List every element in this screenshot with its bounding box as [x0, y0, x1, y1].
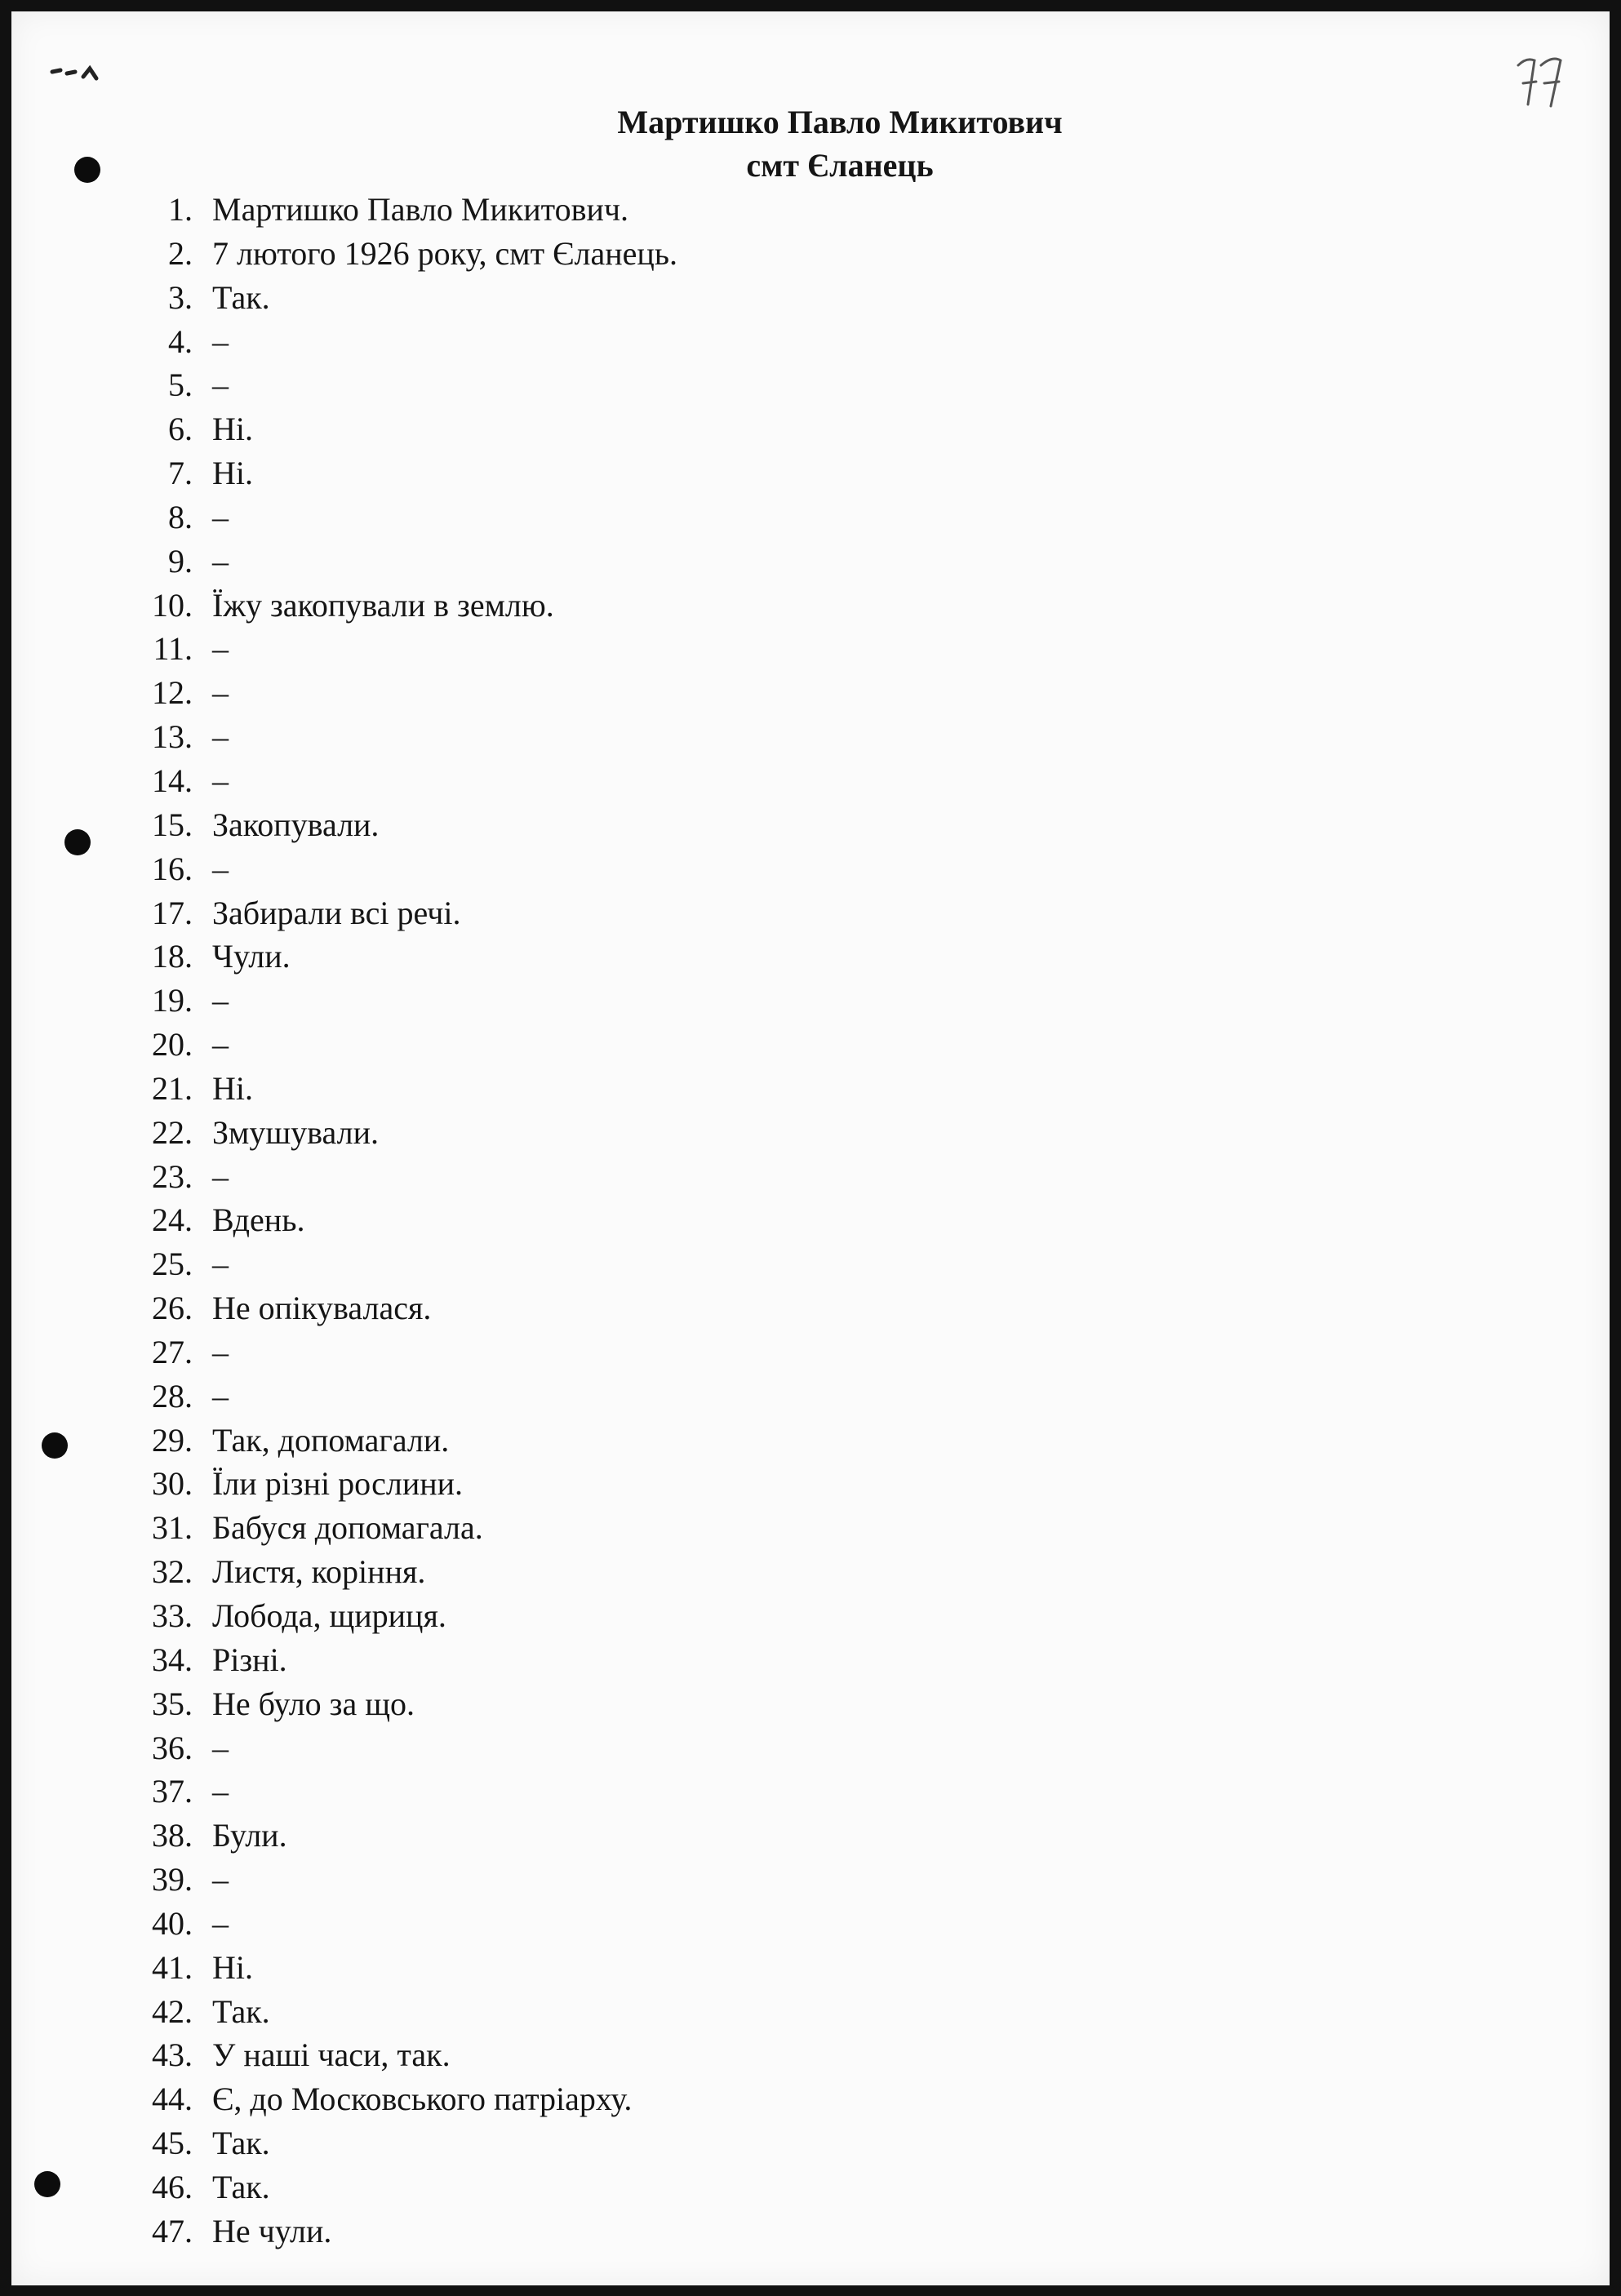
document-subtitle: смт Єланець — [746, 147, 934, 184]
answer-text: – — [212, 1026, 229, 1064]
answer-number: 36. — [152, 1729, 193, 1766]
answer-number: 39. — [152, 1861, 193, 1899]
answer-number: 5. — [168, 366, 193, 404]
answer-text: Ні. — [212, 1948, 253, 1986]
answer-row — [11, 1946, 1562, 1990]
answer-row — [11, 2077, 1562, 2121]
answer-text: – — [212, 1773, 229, 1810]
answer-text: Так. — [212, 2125, 270, 2162]
document-page — [11, 11, 1610, 2285]
answer-row — [11, 847, 1562, 891]
answer-number: 7. — [168, 455, 193, 492]
answer-row — [11, 1198, 1562, 1242]
answer-row — [11, 1638, 1562, 1682]
answer-text: Не було за що. — [212, 1685, 415, 1722]
answer-number: 10. — [152, 586, 193, 624]
answer-row — [11, 1550, 1562, 1594]
answer-number: 30. — [152, 1465, 193, 1503]
answer-row — [11, 1462, 1562, 1506]
answer-number: 31. — [152, 1509, 193, 1547]
answer-text: Мартишко Павло Микитович. — [212, 191, 629, 228]
answer-number: 29. — [152, 1421, 193, 1459]
answer-row — [11, 2033, 1562, 2077]
answer-number: 35. — [152, 1685, 193, 1722]
answer-text: – — [212, 718, 229, 756]
answer-row — [11, 584, 1562, 628]
answer-text: Їжу закопували в землю. — [212, 586, 554, 624]
answer-number: 8. — [168, 498, 193, 535]
answer-row — [11, 1419, 1562, 1463]
answer-number: 2. — [168, 234, 193, 272]
answer-number: 44. — [152, 2081, 193, 2118]
answer-row — [11, 1594, 1562, 1638]
answer-row — [11, 407, 1562, 451]
answer-row — [11, 1858, 1562, 1902]
answer-number: 14. — [152, 762, 193, 799]
answer-text: Так, допомагали. — [212, 1421, 450, 1459]
answer-number: 28. — [152, 1377, 193, 1414]
answer-number: 1. — [168, 191, 193, 228]
answer-number: 42. — [152, 1992, 193, 2030]
answer-row — [11, 803, 1562, 847]
answer-row — [11, 1506, 1562, 1550]
answer-number: 34. — [152, 1641, 193, 1678]
answer-text: – — [212, 1861, 229, 1899]
answer-text: Листя, коріння. — [212, 1553, 426, 1591]
answer-row — [11, 1682, 1562, 1726]
answer-number: 40. — [152, 1904, 193, 1942]
answer-text: Їли різні рослини. — [212, 1465, 464, 1503]
answer-text: Чули. — [212, 938, 291, 975]
answer-number: 37. — [152, 1773, 193, 1810]
answer-row — [11, 2209, 1562, 2254]
answer-number: 18. — [152, 938, 193, 975]
answer-number: 12. — [152, 674, 193, 712]
answer-row — [11, 1242, 1562, 1286]
answer-text: Бабуся допомагала. — [212, 1509, 483, 1547]
answer-text: – — [212, 366, 229, 404]
answer-text: Забирали всі речі. — [212, 894, 461, 931]
answer-number: 20. — [152, 1026, 193, 1064]
document-title: Мартишко Павло Микитович — [617, 104, 1063, 140]
answer-text: Не чули. — [212, 2212, 332, 2249]
answer-row — [11, 451, 1562, 495]
answer-number: 15. — [152, 806, 193, 843]
answer-row — [11, 363, 1562, 407]
answers-list — [11, 188, 1562, 2254]
answer-number: 33. — [152, 1597, 193, 1634]
answer-text: – — [212, 762, 229, 799]
answer-row — [11, 1330, 1562, 1374]
answer-number: 24. — [152, 1201, 193, 1239]
answer-row — [11, 2121, 1562, 2165]
answer-number: 45. — [152, 2125, 193, 2162]
answer-text: Ні. — [212, 455, 253, 492]
answer-row — [11, 1286, 1562, 1330]
answer-number: 4. — [168, 322, 193, 360]
answer-text: – — [212, 1377, 229, 1414]
answer-row — [11, 979, 1562, 1023]
answer-row — [11, 671, 1562, 715]
answer-row — [11, 1374, 1562, 1419]
answer-number: 27. — [152, 1333, 193, 1370]
answer-text: Різні. — [212, 1641, 287, 1678]
answer-number: 43. — [152, 2036, 193, 2074]
answer-row — [11, 1814, 1562, 1858]
answer-text: Закопували. — [212, 806, 380, 843]
answer-row — [11, 1990, 1562, 2034]
answer-row — [11, 715, 1562, 759]
answer-text: Так. — [212, 278, 270, 316]
answer-number: 13. — [152, 718, 193, 756]
answer-text: – — [212, 1729, 229, 1766]
answer-text: – — [212, 1246, 229, 1283]
answer-row — [11, 1770, 1562, 1814]
answer-row — [11, 759, 1562, 803]
answer-number: 25. — [152, 1246, 193, 1283]
answer-row — [11, 495, 1562, 540]
answer-number: 26. — [152, 1290, 193, 1327]
answer-text: Лобода, щириця. — [212, 1597, 446, 1634]
answer-row — [11, 188, 1562, 232]
answer-text: – — [212, 982, 229, 1019]
answer-number: 22. — [152, 1113, 193, 1151]
answer-text: – — [212, 850, 229, 887]
answer-text: – — [212, 322, 229, 360]
answer-row — [11, 2165, 1562, 2209]
answer-number: 17. — [152, 894, 193, 931]
answer-text: Ні. — [212, 1069, 253, 1107]
answer-number: 16. — [152, 850, 193, 887]
answer-text: Є, до Московського патріарху. — [212, 2081, 633, 2118]
answer-number: 23. — [152, 1157, 193, 1195]
answer-text: Не опікувалася. — [212, 1290, 432, 1327]
answer-number: 6. — [168, 411, 193, 448]
answer-row — [11, 232, 1562, 276]
answer-number: 9. — [168, 542, 193, 580]
answer-number: 41. — [152, 1948, 193, 1986]
answer-row — [11, 891, 1562, 935]
corner-ink-mark — [47, 56, 121, 88]
answer-text: Були. — [212, 1817, 287, 1854]
answer-text: У наші часи, так. — [212, 2036, 451, 2074]
answer-text: Так. — [212, 2168, 270, 2205]
answer-row — [11, 1726, 1562, 1770]
answer-row — [11, 1067, 1562, 1111]
answer-text: – — [212, 1904, 229, 1942]
answer-row — [11, 1155, 1562, 1199]
answer-text: – — [212, 1333, 229, 1370]
answer-number: 19. — [152, 982, 193, 1019]
answer-text: 7 лютого 1926 року, смт Єланець. — [212, 234, 678, 272]
answer-text: – — [212, 674, 229, 712]
answer-row — [11, 1902, 1562, 1946]
answer-row — [11, 935, 1562, 979]
answer-text: – — [212, 498, 229, 535]
answer-row — [11, 1023, 1562, 1067]
answer-number: 3. — [168, 278, 193, 316]
answer-number: 38. — [152, 1817, 193, 1854]
answer-text: – — [212, 630, 229, 668]
answer-number: 46. — [152, 2168, 193, 2205]
answer-number: 21. — [152, 1069, 193, 1107]
answer-number: 11. — [153, 630, 193, 668]
answer-text: – — [212, 1157, 229, 1195]
answer-text: Так. — [212, 1992, 270, 2030]
answer-text: Вдень. — [212, 1201, 305, 1239]
answer-number: 47. — [152, 2212, 193, 2249]
answer-row — [11, 627, 1562, 671]
answer-row — [11, 540, 1562, 584]
answer-text: – — [212, 542, 229, 580]
answer-row — [11, 1111, 1562, 1155]
answer-text: Змушували. — [212, 1113, 379, 1151]
answer-row — [11, 276, 1562, 320]
answer-number: 32. — [152, 1553, 193, 1591]
answer-text: Ні. — [212, 411, 253, 448]
answer-row — [11, 320, 1562, 364]
